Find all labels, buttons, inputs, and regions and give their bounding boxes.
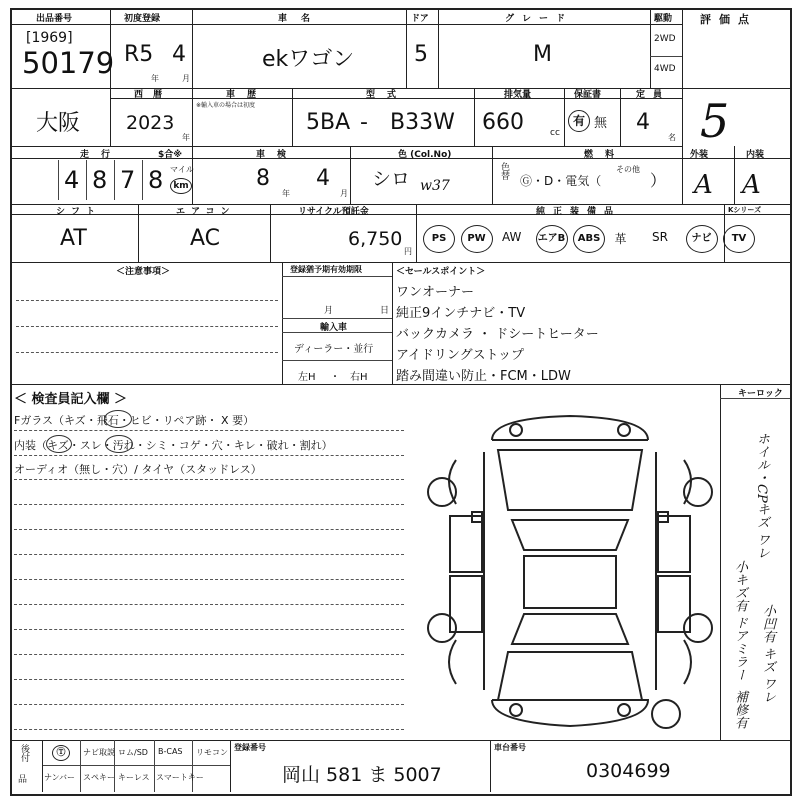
inspection-tsuki: 月: [340, 189, 348, 198]
sales-points-label: ＜セールスポイント＞: [396, 267, 486, 277]
mileage-digit-2: 8: [92, 166, 108, 194]
import-handle-left: 左H: [298, 372, 316, 383]
sales-point: 純正9インチナビ・TV: [396, 306, 526, 321]
inspection-month: 4: [316, 166, 330, 191]
accessory-keyless: キーレス: [118, 773, 150, 782]
meter-label: $合※: [158, 150, 183, 160]
equipment-item: PS: [423, 225, 455, 253]
model-label: 型式: [366, 90, 409, 100]
keylock-label: キーロック: [738, 389, 783, 399]
recycle-yen: 円: [404, 247, 412, 256]
sales-point: アイドリングストップ: [396, 348, 525, 363]
note-dent: 小凹有 キズ ワレ: [760, 604, 775, 704]
footer-label-added: 後付: [19, 744, 29, 762]
fuel-other-label: その他: [616, 165, 640, 174]
equipment-item: SR: [652, 230, 668, 244]
capacity-label: 定員: [636, 90, 671, 100]
import-dealer: ディーラー・並行: [294, 344, 374, 355]
first-reg-tsuki: 月: [182, 74, 190, 83]
inspection-label: 車検: [256, 150, 299, 160]
equipment-label: 純正装備品: [536, 207, 622, 217]
car-name-label: 車名: [278, 14, 325, 24]
fuel-label: 燃料: [584, 150, 627, 160]
exterior-label: 外装: [690, 150, 709, 160]
chassis-number: 0304699: [586, 760, 671, 782]
history-note: ※輸入車の場合は初度: [196, 102, 256, 109]
year-code: [1969]: [26, 30, 73, 46]
western-year: 2023: [126, 112, 175, 134]
shift-label: シフト: [56, 207, 102, 217]
region: 大阪: [36, 111, 81, 136]
reg-expiry-label: 登録猶予期有効期限: [290, 265, 362, 274]
handwritten-circle-scratch: [46, 435, 72, 453]
note-door-mirror: 小キズ有 ドアミラー: [732, 560, 747, 682]
inspection-year: 8: [256, 166, 270, 191]
drive-label: 駆動: [654, 14, 673, 24]
reg-expiry-month: 月: [324, 306, 334, 316]
drive-4wd: 4WD: [654, 64, 676, 74]
inspection-nen: 年: [282, 189, 290, 198]
sales-point: 踏み間違い防止・FCM・LDW: [396, 369, 571, 384]
import-handle-right: 右H: [350, 372, 368, 383]
inspector-line-audio: オーディオ（無し・穴）/ タイヤ（スタッドレス）: [14, 463, 262, 476]
car-damage-diagram: [420, 400, 720, 740]
mileage-digit-3: 7: [120, 166, 136, 194]
capacity-unit: 名: [668, 133, 676, 142]
equipment-item: エアB: [536, 225, 568, 253]
equipment-item: AW: [502, 230, 522, 244]
accessory-smart-key: スマートキー: [156, 773, 204, 782]
mileage-digit-4: 8: [148, 166, 164, 194]
first-reg-month: 4: [172, 42, 186, 67]
history-label: 車歴: [226, 90, 269, 100]
car-name: ekワゴン: [262, 47, 355, 72]
aircon: AC: [190, 226, 221, 251]
lot-number: 50179: [22, 46, 115, 80]
first-reg-era: R5: [124, 42, 154, 67]
mile-unit: マイル: [170, 165, 194, 174]
model-separator: -: [360, 110, 368, 135]
accessory-navi-manual: ナビ取説: [83, 748, 115, 757]
score-value: 5: [700, 94, 730, 148]
displacement: 660: [482, 110, 524, 135]
color-code: w37: [420, 178, 450, 194]
sales-point: ワンオーナー: [396, 285, 475, 300]
warranty-label: 保証書: [574, 90, 602, 100]
exterior-grade: A: [694, 170, 713, 200]
equipment-item: PW: [461, 225, 493, 253]
color: シロ: [372, 168, 411, 190]
inspector-line-windshield: Fガラス（キズ・飛石・ヒビ・リペア跡・ X 要）: [14, 414, 255, 427]
capacity: 4: [636, 110, 650, 135]
color-label: 色 (Col.No): [398, 150, 452, 160]
western-year-label: 西暦: [134, 90, 173, 100]
accessory-manual-mark: Ⓣ: [52, 745, 70, 761]
fuel-options: Ⓖ・D・電気（: [520, 174, 602, 188]
km-unit-mark: km: [170, 178, 192, 194]
displacement-unit: cc: [550, 128, 560, 138]
plate-label: 登録番号: [234, 743, 266, 752]
accessory-spare-key: スペキー: [83, 773, 115, 782]
interior-label: 内装: [746, 150, 765, 160]
shift: AT: [60, 226, 87, 251]
footer-label-items: 品: [18, 775, 28, 785]
aircon-label: エアコン: [176, 207, 236, 217]
plate-number: 岡山 581 ま 5007: [282, 764, 442, 786]
grade-value: M: [533, 42, 552, 67]
equipment-item: 革: [614, 232, 627, 246]
recycle-label: リサイクル預託金: [298, 207, 369, 217]
displacement-label: 排気量: [504, 90, 532, 100]
drive-2wd: 2WD: [654, 34, 676, 44]
fuel-close: ）: [650, 171, 667, 190]
accessory-remote: リモコン: [196, 748, 228, 757]
interior-grade: A: [742, 170, 761, 200]
mileage-digit-1: 4: [64, 166, 80, 194]
caution-label: ＜注意事項＞: [116, 267, 171, 277]
model-code: B33W: [390, 110, 455, 135]
import-label: 輸入車: [320, 323, 348, 333]
door-count: 5: [414, 42, 428, 67]
handwritten-circle-stain: [105, 435, 133, 453]
recolor-label: 色替: [499, 162, 509, 180]
score-label: 評価点: [700, 13, 757, 26]
keyless-label: Kシリーズ: [728, 206, 762, 214]
warranty-no: 無: [594, 116, 608, 131]
model-prefix: 5BA: [306, 110, 351, 135]
equipment-item: TV: [723, 225, 755, 253]
recycle-amount: 6,750: [348, 228, 403, 250]
door-label: ドア: [411, 14, 429, 24]
note-wheel: ホイル・CPキズ ワレ: [754, 432, 769, 559]
sales-point: バックカメラ ・ ドシートヒーター: [396, 327, 599, 342]
first-registration-label: 初度登録: [124, 14, 161, 24]
equipment-item: ABS: [573, 225, 605, 253]
import-handle-sep: ・: [330, 372, 340, 383]
note-repair: 補修有: [732, 690, 747, 729]
equipment-item: ナビ: [686, 225, 718, 253]
inspector-line-interior: 内装（キズ・スレ・汚れ・シミ・コゲ・穴・キレ・破れ・割れ）: [14, 439, 333, 452]
reg-expiry-day: 日: [380, 306, 390, 316]
inspector-title: ＜ 検査員記入欄 ＞: [14, 392, 128, 407]
chassis-label: 車台番号: [494, 743, 526, 752]
grade-label: グレード: [505, 14, 574, 24]
accessory-bcas: B-CAS: [158, 747, 183, 756]
handwritten-circle-chip: [104, 410, 132, 428]
western-year-nen: 年: [182, 133, 190, 142]
mileage-label: 走行: [80, 150, 123, 160]
first-reg-nen: 年: [151, 74, 159, 83]
lot-number-label: 出品番号: [36, 14, 73, 24]
warranty-yes-mark: 有: [568, 110, 590, 132]
accessory-rom-sd: ロム/SD: [118, 748, 148, 757]
accessory-number: ナンバー: [44, 773, 76, 782]
